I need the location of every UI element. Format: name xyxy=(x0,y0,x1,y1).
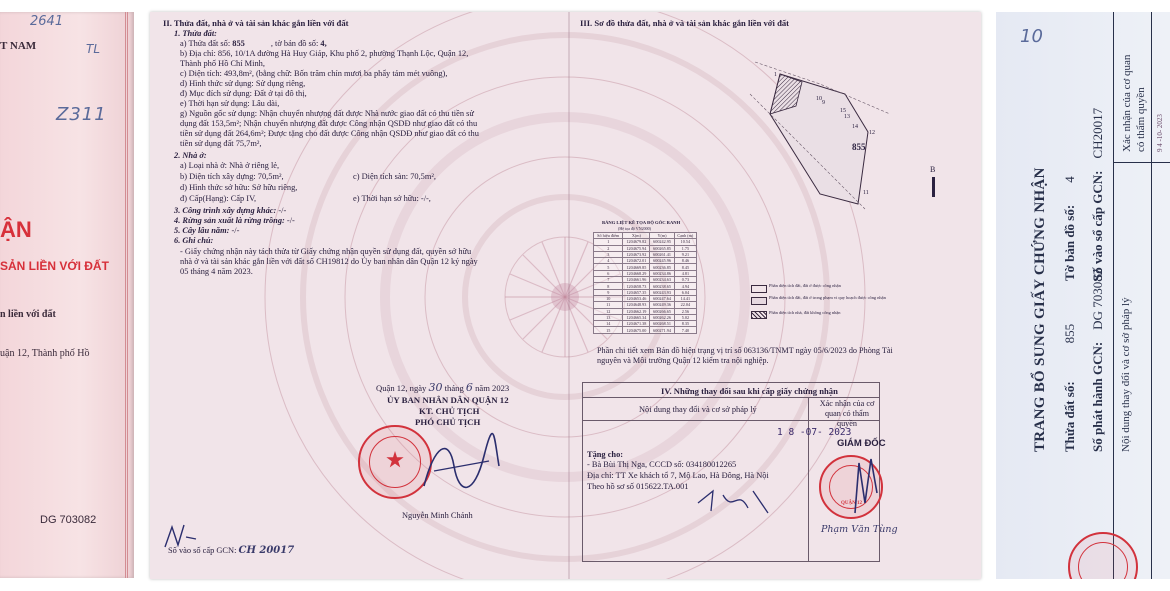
coordinate-cell: 0.73 xyxy=(674,277,696,283)
coordinate-table-row xyxy=(594,245,697,251)
legend-swatch-planned xyxy=(751,297,767,305)
land-label-fragment: n liền với đất xyxy=(0,309,56,320)
coordinate-cell: 9 xyxy=(594,289,623,295)
coordinate-cell: 1204657.35 xyxy=(623,289,650,295)
coordinate-table-row xyxy=(594,277,697,283)
coordinate-cell: 10 xyxy=(594,295,623,301)
coordinate-cell: 11 xyxy=(594,302,623,308)
coordinate-cell: 600238.65 xyxy=(650,283,674,289)
recipient-address: Địa chỉ: TT Xe khách tổ 7, Mộ Lao, Hà Đông, Hà Nội xyxy=(587,471,769,480)
certificate-subtitle-fragment: SẢN LIỀN VỚI ĐẤT xyxy=(0,259,109,273)
coordinate-cell: 600266.65 xyxy=(650,308,674,314)
usage-origin-1: g) Nguồn gốc sử dụng: Nhận chuyển nhượng đất được Nhà nước giao đất có thu tiền sử xyxy=(180,109,474,118)
coordinate-cell: 1204672.01 xyxy=(623,258,650,264)
signer-position: PHÓ CHỦ TỊCH xyxy=(415,417,481,427)
coordinate-cell: 600268.51 xyxy=(650,321,674,327)
supplement-map-sheet: Tờ bản đồ số:4 xyxy=(1062,176,1077,281)
coordinate-cell: 1204661.96 xyxy=(623,277,650,283)
usage-form: d) Hình thức sử dụng: Sử dụng riêng, xyxy=(180,79,306,88)
house-grade: đ) Cấp(Hạng): Cấp IV, xyxy=(180,194,257,203)
coordinate-cell: 6.04 xyxy=(674,289,696,295)
coordinate-table-row xyxy=(594,327,697,333)
left-cover-page xyxy=(0,12,134,578)
coordinate-table-row xyxy=(594,289,697,295)
section-4-title: IV. Những thay đổi sau khi cấp giấy chứng nhận xyxy=(661,386,838,396)
coordinate-cell: 7.40 xyxy=(674,327,696,333)
coordinate-cell: 1204669.85 xyxy=(623,264,650,270)
usage-purpose: đ) Mục đích sử dụng: Đất ở tại đô thị, xyxy=(180,89,307,98)
usage-origin-2: dụng đất 153,5m²; Nhận chuyển nhượng đất được Công nhận QSDĐ như giao đất có thu xyxy=(180,119,478,128)
handwritten-tl: TL xyxy=(86,42,101,56)
coordinate-cell: 600242.95 xyxy=(650,239,674,245)
usage-origin-3: tiền sử dụng đất 264,6m²; Được tặng cho đất được Công nhận QSDĐ như giao đất có thu xyxy=(180,129,479,138)
svg-text:12: 12 xyxy=(869,130,875,136)
section-2-title: II. Thửa đất, nhà ở và tài sản khác gắn liền với đất xyxy=(163,18,349,28)
coordinate-table-row xyxy=(594,251,697,257)
coordinate-cell: 1204662.19 xyxy=(623,308,650,314)
handwritten-number: 2641 xyxy=(30,14,64,29)
coordinate-cell: 2 xyxy=(594,245,623,251)
coordinate-cell: 600236.85 xyxy=(650,264,674,270)
certificate-book-number: Số vào số cấp GCN: CH 20017 xyxy=(168,545,295,556)
coordinate-table-row xyxy=(594,314,697,320)
recipient: - Bà Bùi Thị Nga, CCCD số: 034180012265 xyxy=(587,460,737,469)
coordinate-cell: 12 xyxy=(594,308,623,314)
coordinate-table-header: X(m) xyxy=(623,233,650,239)
coordinate-cell: 13 xyxy=(594,314,623,320)
supplement-col-authority: Xác nhận của cơ quan có thẩm quyền xyxy=(1121,54,1147,152)
note-line-2: nhà ở và tài sản khác gắn liền với đất số CH19812 do Ủy ban nhân dân Quận 12 ký ngày xyxy=(180,257,478,266)
coordinate-cell: 1 xyxy=(594,239,623,245)
supplement-parcel: Thửa đất số:855 xyxy=(1062,323,1077,452)
coordinate-table-subtitle: (Hệ tọa độ VN2000) xyxy=(618,226,651,231)
coordinate-cell: 3 xyxy=(594,251,623,257)
handwritten-page-number: 10 xyxy=(1020,26,1043,47)
svg-text:13: 13 xyxy=(844,114,850,120)
coordinate-cell: 2.56 xyxy=(674,308,696,314)
svg-text:9: 9 xyxy=(822,100,825,106)
production-forest: 4. Rừng sản xuất là rừng trồng: -/- xyxy=(174,216,295,225)
scale-bar xyxy=(932,177,935,197)
certificate-spread xyxy=(150,12,981,579)
supplement-book-number: Số vào sổ cấp GCN:CH20017 xyxy=(1090,107,1105,281)
coordinate-table-header: Cạnh (m) xyxy=(674,233,696,239)
reference-line-2: nguyên và Môi trường Quận 12 kiểm tra nội nghiệp. xyxy=(597,356,769,365)
legend-unrecognized: Phần diện tích nhà, đất không công nhận xyxy=(769,310,841,315)
coordinate-cell: 600243.93 xyxy=(650,289,674,295)
coordinate-cell: 1204671.38 xyxy=(623,321,650,327)
coordinate-cell: 1204673.92 xyxy=(623,251,650,257)
coordinate-cell: 600245.96 xyxy=(650,258,674,264)
table-border xyxy=(1113,12,1114,579)
note-line-1: - Giấy chứng nhận này tách thửa từ Giấy chứng nhận quyền sử dụng đất, quyền sở hữu xyxy=(180,247,472,256)
parcel-heading: 1. Thửa đất: xyxy=(174,29,217,38)
coordinate-table-row xyxy=(594,302,697,308)
house-term: e) Thời hạn sở hữu: -/-, xyxy=(353,194,431,203)
usage-origin-4: tiền sử dụng đất 75,7m², xyxy=(180,139,262,148)
section-marker-b: B xyxy=(930,165,936,174)
supplement-col-change: Nội dung thay đổi và cơ sở pháp lý xyxy=(1120,297,1132,452)
parcel-label: 855 xyxy=(852,142,866,152)
legend-swatch-recognized xyxy=(751,285,767,293)
coordinate-cell: 1204653.46 xyxy=(623,295,650,301)
parcel-sketch-map xyxy=(730,54,950,224)
house-heading: 2. Nhà ở: xyxy=(174,151,207,160)
clerk-signature xyxy=(693,483,783,523)
director-name: Phạm Văn Tùng xyxy=(821,524,898,535)
parcel-area: c) Diện tích: 493,8m², (bằng chữ: Bốn trăm chín mươi ba phẩy tám mét vuông), xyxy=(180,69,448,78)
coordinate-table-row xyxy=(594,264,697,270)
coordinate-cell: 15 xyxy=(594,327,623,333)
svg-text:15: 15 xyxy=(840,108,846,114)
seal-text: QUẬN 12 xyxy=(841,501,862,506)
coordinate-cell: 8 xyxy=(594,283,623,289)
notes-heading: 6. Ghi chú: xyxy=(174,236,214,245)
svg-text:11: 11 xyxy=(863,190,869,196)
change-date-stamp: 1 8 -07- 2023 xyxy=(777,427,852,438)
legend-swatch-unrecognized xyxy=(751,311,767,319)
coordinate-cell: 5.02 xyxy=(674,314,696,320)
other-works: 3. Công trình xây dựng khác: -/- xyxy=(174,206,287,215)
coordinate-cell: 1204675.94 xyxy=(623,245,650,251)
coordinate-cell: 8.46 xyxy=(674,258,696,264)
changes-table xyxy=(582,382,898,562)
country-label: T NAM xyxy=(0,40,37,52)
col-change-content: Nội dung thay đổi và cơ sở pháp lý xyxy=(639,405,757,414)
supplementary-page xyxy=(996,12,1170,579)
svg-text:14: 14 xyxy=(852,124,858,130)
supplement-issue-number: Số phát hành GCN:DG 703082 xyxy=(1090,268,1105,452)
svg-text:1: 1 xyxy=(774,72,777,78)
coordinate-table-title: BẢNG LIỆT KÊ TỌA ĐỘ GÓC RANH xyxy=(602,220,681,225)
coordinate-table-header: Y(m) xyxy=(650,233,674,239)
coordinate-cell: 9.21 xyxy=(674,251,696,257)
coordinate-table-row xyxy=(594,270,697,276)
supplement-title: TRANG BỔ SUNG GIẤY CHỨNG NHẬN xyxy=(1032,167,1048,452)
coordinate-cell: 600247.64 xyxy=(650,295,674,301)
handwritten-code: Z311 xyxy=(56,104,107,125)
parcel-number-line: a) Thửa đất số: 855 , tờ bản đồ số: 4, xyxy=(180,39,327,48)
chairman-name: Nguyễn Minh Chánh xyxy=(402,511,473,520)
issue-date: Quận 12, ngày 30 tháng 6 năm 2023 xyxy=(376,381,510,394)
legend-recognized: Phần diện tích đất, đất ở được công nhận xyxy=(769,283,841,288)
district-fragment: uận 12, Thành phố Hồ xyxy=(0,348,90,359)
coordinate-cell: 1204679.82 xyxy=(623,239,650,245)
coordinate-cell: 1.75 xyxy=(674,245,696,251)
coordinate-cell: 5 xyxy=(594,264,623,270)
coordinate-table-row xyxy=(594,258,697,264)
coordinate-table-row xyxy=(594,321,697,327)
supplement-date: 9 4 -10- 2023 xyxy=(1156,114,1164,152)
house-ownership: d) Hình thức sở hữu: Sở hữu riêng, xyxy=(180,183,298,192)
usage-term: e) Thời hạn sử dụng: Lâu dài, xyxy=(180,99,280,108)
coordinate-cell: 1204648.93 xyxy=(623,302,650,308)
coordinate-cell: 6 xyxy=(594,270,623,276)
certificate-title-fragment: ẬN xyxy=(0,217,32,242)
coordinate-cell: 1204668.29 xyxy=(623,270,650,276)
issuing-authority: ỦY BAN NHÂN DÂN QUẬN 12 xyxy=(387,395,509,405)
section-3-title: III. Sơ đồ thửa đất, nhà ở và tài sản khác gắn liền với đất xyxy=(580,18,790,28)
coordinate-table xyxy=(593,232,697,334)
gift-heading: Tặng cho: xyxy=(587,450,624,459)
coordinate-cell: 1204675.00 xyxy=(623,327,650,333)
supplement-seal xyxy=(1068,532,1138,579)
coordinate-table-row xyxy=(594,308,697,314)
coordinate-cell: 4.94 xyxy=(674,283,696,289)
legend-planned: Phần diện tích đất, đất ở trong phạm vi quy hoạch được công nhận xyxy=(769,295,886,300)
coordinate-cell: 600265.85 xyxy=(650,245,674,251)
serial-number: DG 703082 xyxy=(40,514,97,526)
reference-line-1: Phần chi tiết xem Bản đồ hiện trạng vị trí số 063136/TNMT ngày 05/6/2023 do Phòng Tài xyxy=(597,346,893,355)
house-built-area: b) Diện tích xây dựng: 70,5m², xyxy=(180,172,284,181)
coordinate-table-row xyxy=(594,239,697,245)
house-type: a) Loại nhà ở: Nhà ở riêng lẻ, xyxy=(180,161,280,170)
director-signature xyxy=(851,453,881,523)
table-border xyxy=(1113,162,1170,163)
svg-text:10: 10 xyxy=(816,96,822,102)
coordinate-cell: 14.41 xyxy=(674,295,696,301)
coordinate-cell: 600261.41 xyxy=(650,251,674,257)
file-number: Theo hồ sơ số 015622.TA.001 xyxy=(587,482,689,491)
coordinate-cell: 1204665.34 xyxy=(623,314,650,320)
coordinate-cell: 600271.94 xyxy=(650,327,674,333)
table-border xyxy=(1151,12,1152,579)
coordinate-cell: 4 xyxy=(594,258,623,264)
coordinate-cell: 22.04 xyxy=(674,302,696,308)
coordinate-table-row xyxy=(594,295,697,301)
coordinate-cell: 4.81 xyxy=(674,270,696,276)
perennial-trees: 5. Cây lâu năm: -/- xyxy=(174,226,240,235)
director-title: GIÁM ĐỐC xyxy=(837,438,886,449)
coordinate-cell: 8.45 xyxy=(674,264,696,270)
coordinate-cell: 600262.26 xyxy=(650,314,674,320)
coordinate-table-header: Số hiệu điểm xyxy=(594,233,623,239)
coordinate-cell: 600249.36 xyxy=(650,302,674,308)
coordinate-cell: 7 xyxy=(594,277,623,283)
coordinate-cell: 8.35 xyxy=(674,321,696,327)
house-floor-area: c) Diện tích sàn: 70,5m², xyxy=(353,172,436,181)
coordinate-cell: 600234.86 xyxy=(650,270,674,276)
chairman-signature xyxy=(414,426,504,506)
signer-capacity: KT. CHỦ TỊCH xyxy=(419,406,480,416)
note-line-3: 05 tháng 4 năm 2023. xyxy=(180,267,253,276)
parcel-address-city: Thành phố Hồ Chí Minh, xyxy=(180,59,265,68)
coordinate-cell: 1204658.73 xyxy=(623,283,650,289)
coordinate-cell: 600234.63 xyxy=(650,277,674,283)
coordinate-cell: 14 xyxy=(594,321,623,327)
coordinate-cell: 10.54 xyxy=(674,239,696,245)
parcel-address: b) Địa chỉ: 856, 10/1A đường Hà Huy Giáp, Khu phố 2, phường Thạnh Lộc, Quận 12, xyxy=(180,49,469,58)
col-authority-confirmation: Xác nhận của cơ quan có thẩm quyền xyxy=(819,399,875,428)
coordinate-table-row xyxy=(594,283,697,289)
